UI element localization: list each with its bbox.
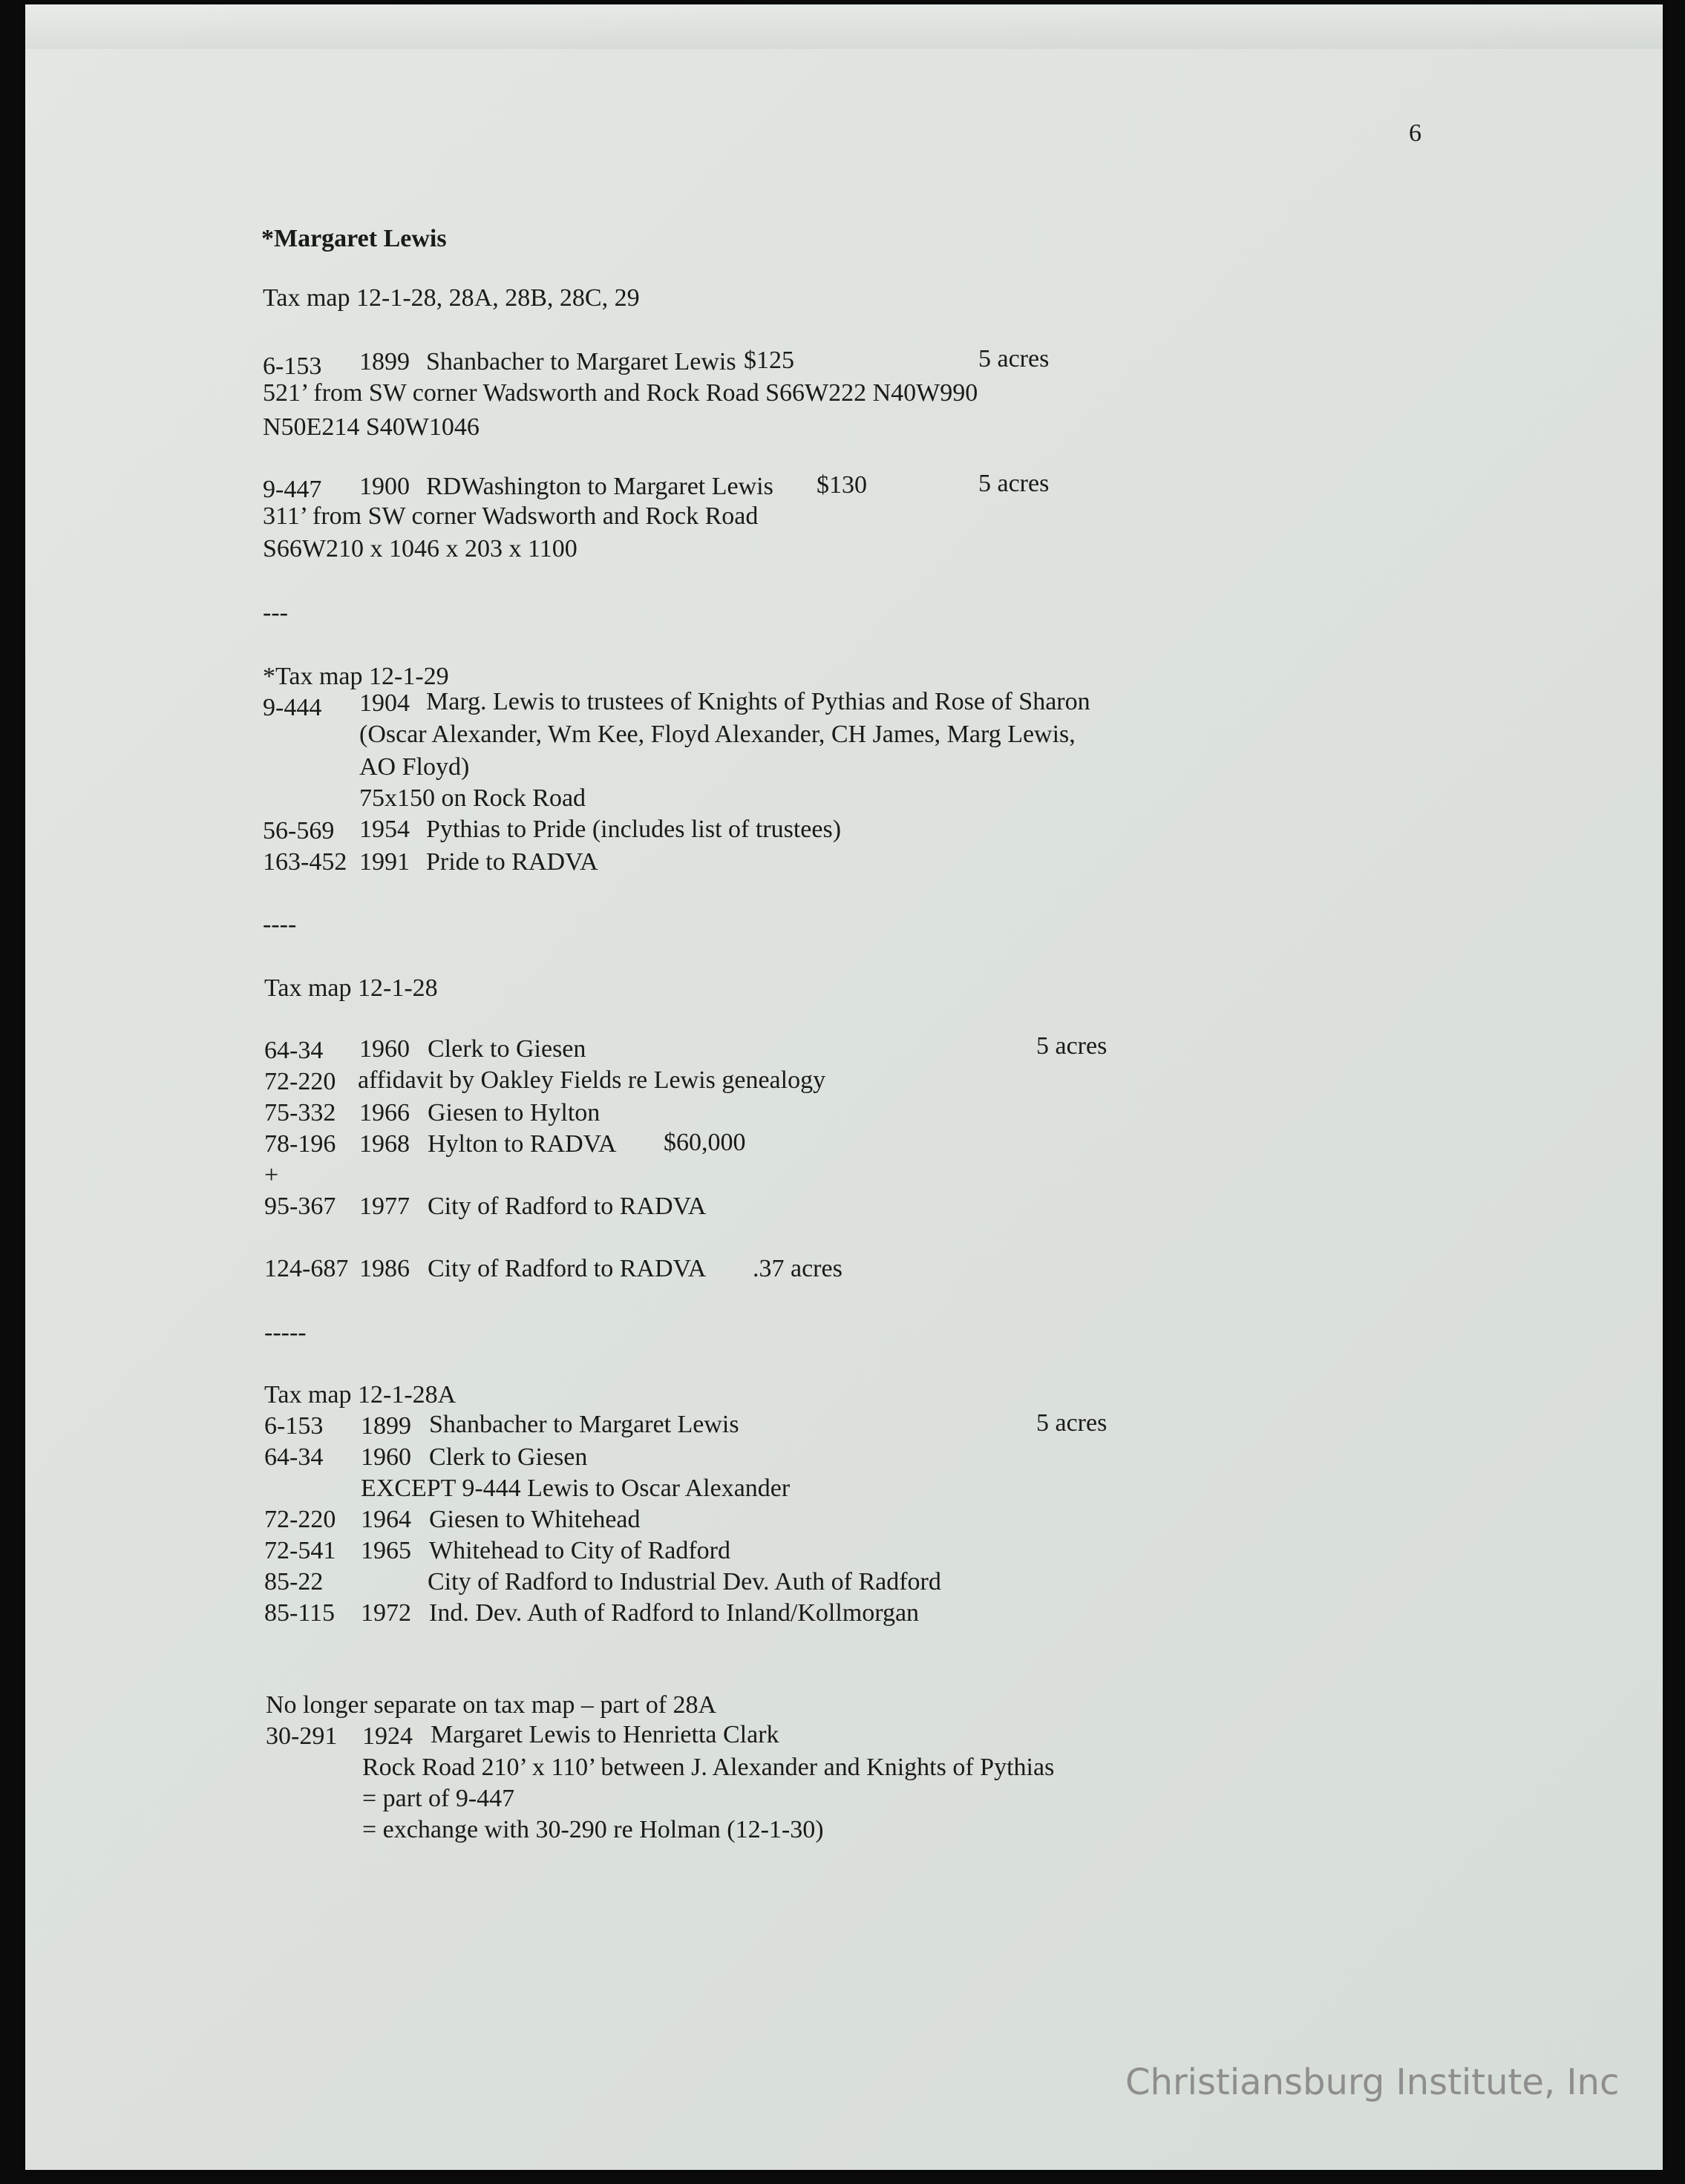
deed-ref: 72-541 <box>264 1537 336 1564</box>
deed-year: 1966 <box>359 1099 410 1127</box>
tax-map-heading: Tax map 12-1-28 <box>264 974 438 1002</box>
deed-year: 1964 <box>361 1506 411 1533</box>
watermark: Christiansburg Institute, Inc <box>1125 2062 1620 2103</box>
deed-acreage: .37 acres <box>753 1255 842 1282</box>
deed-year: 1965 <box>361 1537 411 1564</box>
deed-transfer: Shanbacher to Margaret Lewis <box>429 1411 739 1438</box>
deed-acreage: 5 acres <box>1036 1032 1107 1060</box>
deed-year: 1924 <box>362 1722 413 1750</box>
deed-transfer: affidavit by Oakley Fields re Lewis genealogy <box>358 1066 826 1094</box>
deed-ref: 9-447 <box>263 476 322 503</box>
deed-ref: 85-22 <box>264 1568 324 1596</box>
deed-acreage: 5 acres <box>978 345 1050 373</box>
deed-year: 1991 <box>359 848 410 876</box>
deed-description: 75x150 on Rock Road <box>359 784 586 812</box>
section-divider: --- <box>263 599 288 626</box>
deed-transfer: Pythias to Pride (includes list of trustees) <box>426 816 842 843</box>
deed-price: $60,000 <box>664 1129 746 1156</box>
deed-year: 1977 <box>359 1193 410 1220</box>
deed-year: 1972 <box>361 1599 411 1627</box>
deed-year: 1899 <box>359 348 410 376</box>
deed-year: 1954 <box>359 816 410 843</box>
deed-year: 1986 <box>359 1255 410 1282</box>
deed-year: 1960 <box>359 1035 410 1063</box>
deed-ref: 9-444 <box>263 694 322 721</box>
tax-map-heading: Tax map 12-1-28A <box>264 1381 457 1409</box>
deed-year: 1960 <box>361 1443 411 1471</box>
page-number: 6 <box>1409 119 1421 147</box>
deed-description: 521’ from SW corner Wadsworth and Rock Road S66W222 N40W990 <box>263 379 978 407</box>
deed-description: EXCEPT 9-444 Lewis to Oscar Alexander <box>361 1475 791 1502</box>
deed-transfer: Giesen to Whitehead <box>429 1506 641 1533</box>
deed-year: 1900 <box>359 473 410 500</box>
section-divider: ---- <box>263 911 297 938</box>
continuation-mark: + <box>264 1161 279 1189</box>
note-heading: No longer separate on tax map – part of 28A <box>266 1691 717 1719</box>
deed-ref: 72-220 <box>264 1068 336 1095</box>
deed-ref: 163-452 <box>263 848 347 876</box>
section-divider: ----- <box>264 1319 307 1346</box>
deed-ref: 30-291 <box>266 1722 338 1750</box>
deed-description: AO Floyd) <box>359 753 470 781</box>
deed-transfer: Clerk to Giesen <box>428 1035 586 1063</box>
deed-transfer: Whitehead to City of Radford <box>429 1537 731 1564</box>
deed-transfer: Giesen to Hylton <box>428 1099 601 1127</box>
deed-description: (Oscar Alexander, Wm Kee, Floyd Alexander, CH James, Marg Lewis, <box>359 721 1076 748</box>
deed-description: = part of 9-447 <box>362 1785 515 1812</box>
deed-ref: 124-687 <box>264 1255 349 1282</box>
deed-description: 311’ from SW corner Wadsworth and Rock Road <box>263 502 759 530</box>
page-title: *Margaret Lewis <box>261 225 447 252</box>
deed-ref: 95-367 <box>264 1193 336 1220</box>
deed-transfer: Margaret Lewis to Henrietta Clark <box>431 1721 779 1748</box>
deed-ref: 78-196 <box>264 1130 336 1158</box>
deed-ref: 75-332 <box>264 1099 336 1127</box>
paper-crease <box>25 4 1663 49</box>
deed-transfer: Marg. Lewis to trustees of Knights of Pythias and Rose of Sharon <box>426 688 1090 715</box>
deed-ref: 72-220 <box>264 1506 336 1533</box>
tax-map-heading: *Tax map 12-1-29 <box>263 663 449 690</box>
tax-map-heading: Tax map 12-1-28, 28A, 28B, 28C, 29 <box>263 284 640 312</box>
deed-transfer: RDWashington to Margaret Lewis <box>426 473 773 500</box>
deed-ref: 64-34 <box>264 1037 324 1064</box>
deed-description: = exchange with 30-290 re Holman (12-1-30) <box>362 1816 824 1843</box>
deed-transfer: Hylton to RADVA <box>428 1130 617 1158</box>
deed-ref: 64-34 <box>264 1443 324 1471</box>
deed-description: N50E214 S40W1046 <box>263 413 480 441</box>
deed-price: $130 <box>817 471 867 499</box>
deed-transfer: Shanbacher to Margaret Lewis <box>426 348 736 376</box>
deed-acreage: 5 acres <box>1036 1409 1107 1437</box>
deed-transfer: City of Radford to RADVA <box>428 1193 707 1220</box>
deed-description: S66W210 x 1046 x 203 x 1100 <box>263 535 578 563</box>
deed-ref: 85-115 <box>264 1599 336 1627</box>
deed-price: $125 <box>744 347 794 374</box>
deed-acreage: 5 acres <box>978 470 1050 497</box>
deed-transfer: Pride to RADVA <box>426 848 598 876</box>
deed-description: Rock Road 210’ x 110’ between J. Alexander and Knights of Pythias <box>362 1754 1055 1781</box>
deed-year: 1904 <box>359 689 410 717</box>
deed-year: 1899 <box>361 1412 411 1440</box>
deed-transfer: City of Radford to RADVA <box>428 1255 707 1282</box>
deed-ref: 6-153 <box>263 352 322 380</box>
deed-transfer: Clerk to Giesen <box>429 1443 588 1471</box>
deed-transfer: Ind. Dev. Auth of Radford to Inland/Kollmorgan <box>429 1599 920 1627</box>
deed-ref: 6-153 <box>264 1412 324 1440</box>
deed-year: 1968 <box>359 1130 410 1158</box>
deed-ref: 56-569 <box>263 817 335 845</box>
deed-transfer: City of Radford to Industrial Dev. Auth of Radford <box>428 1568 941 1596</box>
